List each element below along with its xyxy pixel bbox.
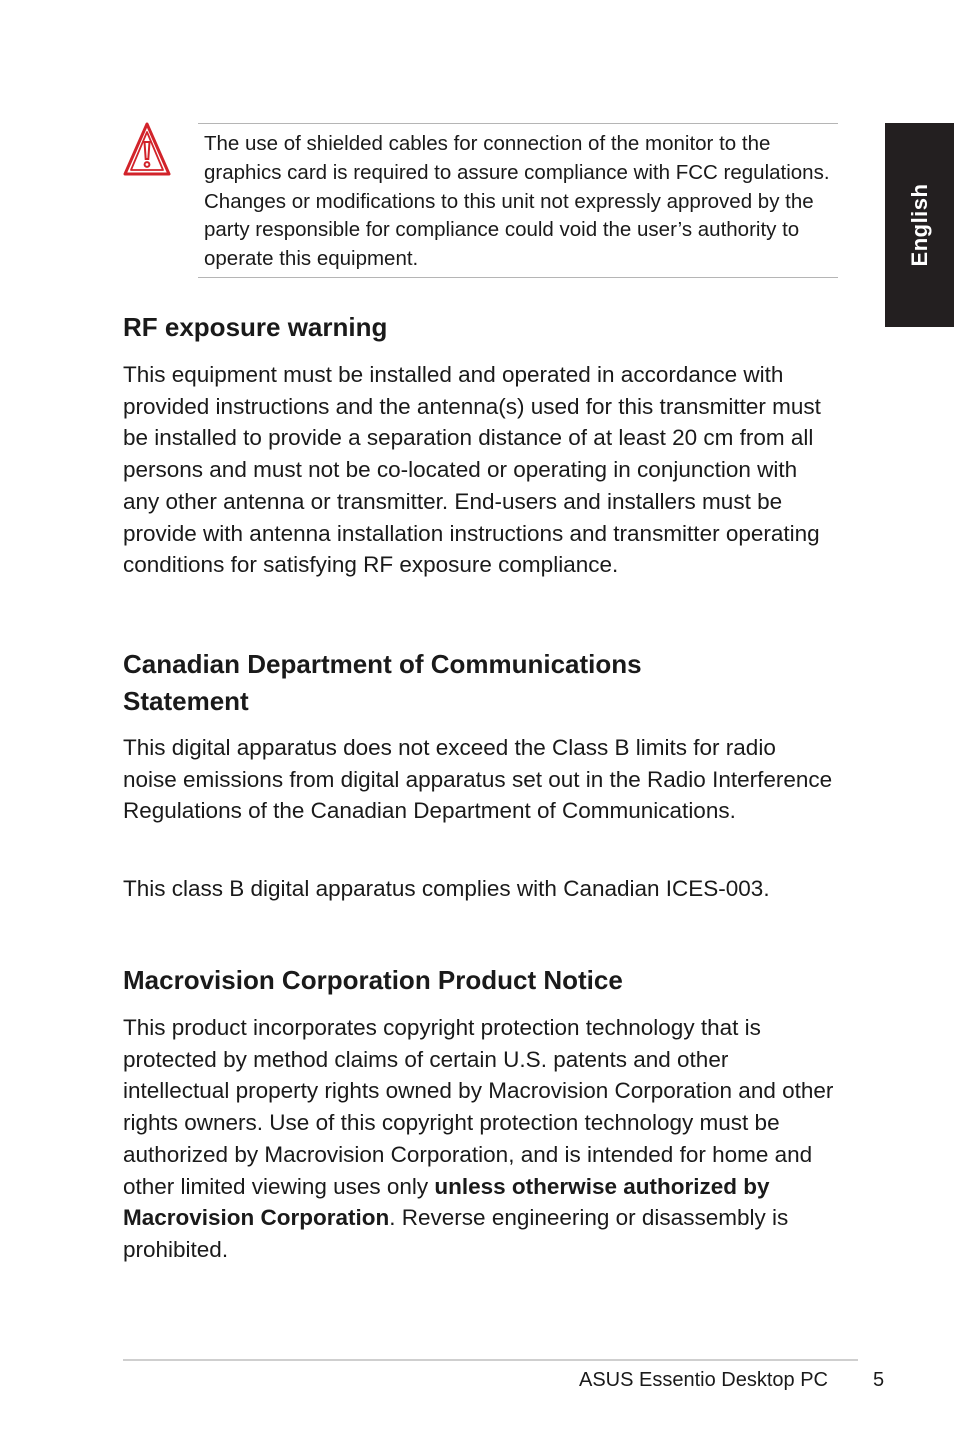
rf-exposure-body: This equipment must be installed and operated in accordance with provided instructions and the antenna(s) used for this transmitter must be installed to provide a separation distance of at least 20 cm from all persons and must not be co-located or operating in conjunction with any other antenna or transmitter. End-users and installers must be provide with antenna installation instructions and transmitter operating conditions for satisfying RF exposure compliance. (123, 362, 821, 578)
macrovision-body-start: This product incorporates copyright protection technology that is protected by method claims of certain U.S. patents and other intellectual property rights owned by Macrovision Corporation and other rights owners. Use of this copyright protection technology must be authorized by Macrovision Corporation, and is intended for home and other limited viewing uses only (123, 1015, 834, 1199)
canadian-body: This digital apparatus does not exceed the Class B limits for radio noise emissions from digital apparatus set out in the Radio Interference Regulations of the Canadian Department of Communications. (123, 735, 833, 824)
language-tab-label: English (906, 183, 932, 267)
macrovision-body-end: . Reverse engineering or disassembly is prohibited. (123, 1205, 789, 1262)
footer-product-name: ASUS Essentio Desktop PC (579, 1369, 828, 1391)
macrovision-heading: Macrovision Corporation Product Notice (123, 965, 623, 995)
macrovision-body-bold: unless otherwise authorized by Macrovision Corporation (123, 1173, 770, 1231)
fcc-notice-box (198, 123, 838, 278)
warning-triangle-icon (122, 120, 172, 180)
canadian-heading (123, 646, 642, 720)
rf-exposure-heading: RF exposure warning (123, 312, 388, 342)
canadian-heading-line2: Statement (123, 686, 249, 716)
footer-page-number: 5 (873, 1369, 885, 1391)
canadian-ices-note: This class B digital apparatus complies with Canadian ICES-003. (123, 876, 770, 901)
fcc-notice-text: The use of shielded cables for connection of the monitor to the graphics card is required to assure compliance with FCC regulations. Changes or modifications to this unit not expressly approved by the party responsible for compliance could void the user’s authority to operate this equipment. (204, 132, 830, 271)
footer-divider (123, 1359, 858, 1361)
canadian-heading-line1: Canadian Department of Communications (123, 649, 642, 679)
macrovision-body (123, 1012, 835, 1266)
language-tab (885, 123, 954, 327)
